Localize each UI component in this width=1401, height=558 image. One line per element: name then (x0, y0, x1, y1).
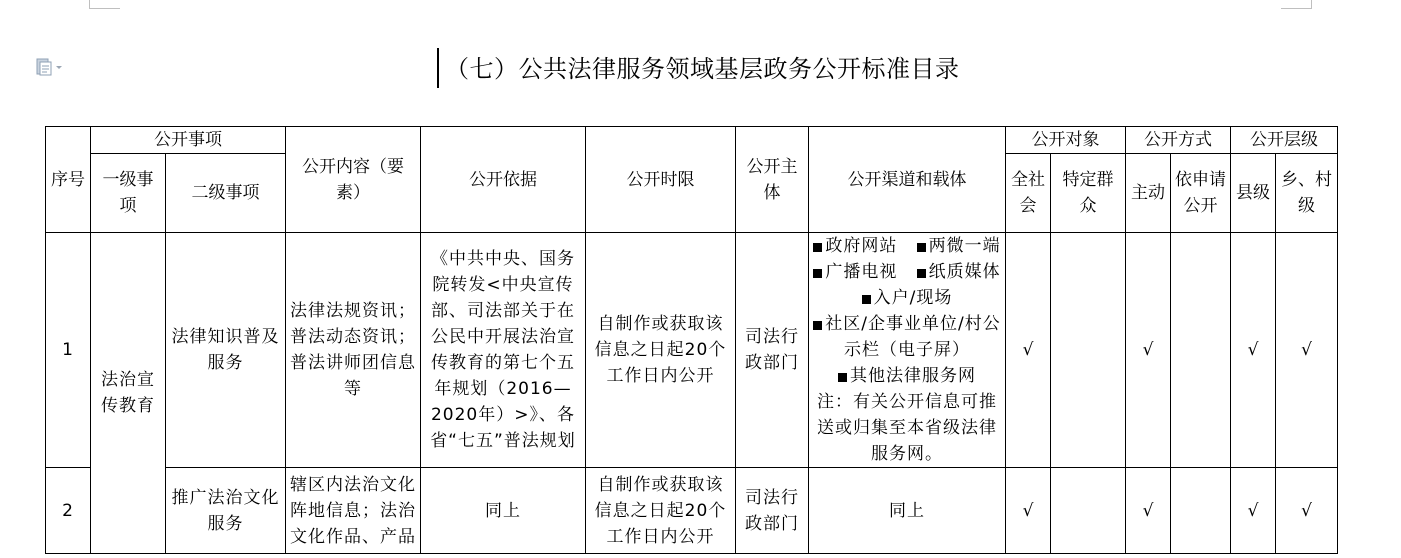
page-corner-mark-left (89, 0, 120, 9)
row-level1: 法治宣传教育 (91, 233, 166, 554)
checkbox-filled-icon (862, 295, 871, 304)
header-target-specific: 特定群众 (1051, 154, 1126, 233)
checkbox-filled-icon (813, 243, 822, 252)
row-method-active: √ (1126, 468, 1171, 554)
header-target-group: 公开对象 (1006, 127, 1126, 154)
row-level-town: √ (1276, 468, 1338, 554)
header-target-all: 全社会 (1006, 154, 1051, 233)
row-target-all: √ (1006, 233, 1051, 468)
header-items-group: 公开事项 (91, 127, 286, 154)
row-seq: 1 (46, 233, 91, 468)
checkbox-filled-icon (813, 321, 822, 330)
row-level2: 推广法治文化服务 (166, 468, 286, 554)
row-content: 辖区内法治文化阵地信息；法治文化作品、产品 (286, 468, 421, 554)
header-row-1 (46, 127, 1338, 154)
header-level-county: 县级 (1231, 154, 1276, 233)
row-time-limit: 自制作或获取该信息之日起20个工作日内公开 (586, 233, 736, 468)
channel-line: 广播电视 纸质媒体 (813, 259, 1001, 285)
text-cursor (437, 48, 439, 88)
row-time-limit: 自制作或获取该信息之日起20个工作日内公开 (586, 468, 736, 554)
row-level2: 法律知识普及服务 (166, 233, 286, 468)
checkbox-filled-icon (917, 243, 926, 252)
header-level1: 一级事项 (91, 154, 166, 233)
row-level-town: √ (1276, 233, 1338, 468)
channel-line: 社区/企事业单位/村公示栏（电子屏） (813, 314, 1000, 360)
row-method-active: √ (1126, 233, 1171, 468)
row-subject: 司法行政部门 (736, 233, 809, 468)
row-target-specific (1051, 468, 1126, 554)
chevron-down-icon (56, 66, 62, 69)
row-seq: 2 (46, 468, 91, 554)
header-level-group: 公开层级 (1231, 127, 1338, 154)
row-method-apply (1171, 468, 1231, 554)
header-method-active: 主动 (1126, 154, 1171, 233)
channel-line: 其他法律服务网 (813, 363, 1001, 389)
channel-line: 入户/现场 (813, 285, 1001, 311)
header-level-town: 乡、村级 (1276, 154, 1338, 233)
channel-line: 政府网站 两微一端 (813, 233, 1001, 259)
row-basis: 同上 (421, 468, 586, 554)
row-channels (809, 233, 1006, 468)
table-row (46, 233, 1338, 468)
header-method-apply: 依申请公开 (1171, 154, 1231, 233)
row-subject: 司法行政部门 (736, 468, 809, 554)
row-method-apply (1171, 233, 1231, 468)
row-channel: 同上 (809, 468, 1006, 554)
header-time-limit: 公开时限 (586, 127, 736, 233)
paste-options-button[interactable] (36, 58, 62, 76)
header-level2: 二级事项 (166, 154, 286, 233)
checkbox-filled-icon (838, 373, 847, 382)
page-corner-mark-right (1281, 0, 1312, 9)
header-basis: 公开依据 (421, 127, 586, 233)
header-seq: 序号 (46, 127, 91, 233)
row-target-all: √ (1006, 468, 1051, 554)
checkbox-filled-icon (917, 269, 926, 278)
row-basis: 《中共中央、国务院转发<中央宣传部、司法部关于在公民中开展法治宣传教育的第七个五年规划（2016—2020年）>》、各省“七五”普法规划 (421, 233, 586, 468)
row-level-county: √ (1231, 233, 1276, 468)
table-row (46, 468, 1338, 554)
header-subject: 公开主体 (736, 127, 809, 233)
page-title: （七）公共法律服务领域基层政务公开标准目录 (445, 55, 960, 83)
header-content: 公开内容（要素） (286, 127, 421, 233)
row-content: 法律法规资讯；普法动态资讯；普法讲师团信息等 (286, 233, 421, 468)
header-channel: 公开渠道和载体 (809, 127, 1006, 233)
row-level-county: √ (1231, 468, 1276, 554)
header-method-group: 公开方式 (1126, 127, 1231, 154)
clipboard-icon (36, 58, 52, 76)
channel-note: 注：有关公开信息可推送或归集至本省级法律服务网。 (817, 392, 997, 464)
row-target-specific (1051, 233, 1126, 468)
checkbox-filled-icon (813, 269, 822, 278)
catalog-table (45, 126, 1338, 554)
